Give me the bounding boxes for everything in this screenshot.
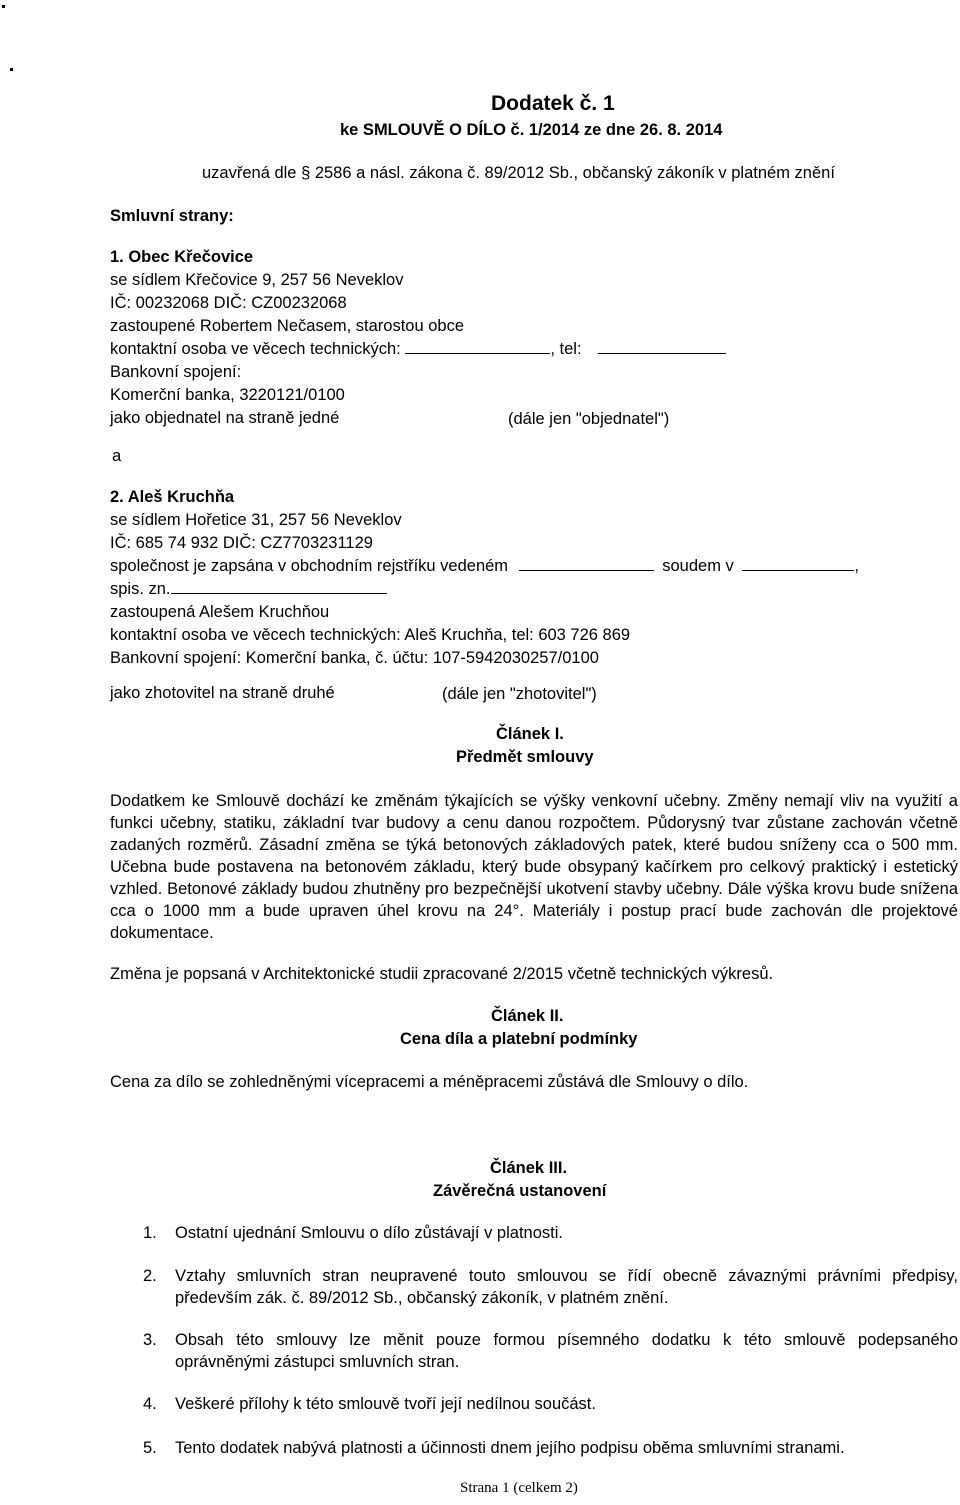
conjunction: a (112, 447, 122, 465)
registry-blank (519, 556, 654, 571)
file-no-label: spis. zn. (110, 580, 171, 598)
party-1-contact (110, 339, 726, 359)
article-2-paragraph: Cena za dílo se zohledněnými vícepracemi a méněpracemi zůstává dle Smlouvy o dílo. (110, 1073, 749, 1091)
list-item-text: Tento dodatek nabývá platnosti a účinnosti dnem jejího podpisu oběma smluvními stranami. (175, 1439, 845, 1457)
party-2-bank: Bankovní spojení: Komerční banka, č. účtu: 107-5942030257/0100 (110, 649, 599, 667)
registry-end: , (854, 557, 859, 575)
party-1-represented: zastoupené Robertem Nečasem, starostou obce (110, 317, 465, 335)
party-1-bank-label: Bankovní spojení: (110, 363, 242, 381)
party-2-address: se sídlem Hořetice 31, 257 56 Neveklov (110, 511, 402, 529)
legal-basis: uzavřená dle § 2586 a násl. zákona č. 89/2012 Sb., občanský zákoník v platném znění (202, 164, 835, 182)
party-1-contact-label: kontaktní osoba ve věcech technických: (110, 340, 401, 358)
list-item-text: Ostatní ujednání Smlouvu o dílo zůstávají v platnosti. (175, 1224, 563, 1242)
list-item-number: 5. (143, 1439, 157, 1457)
file-no-blank (171, 579, 387, 594)
list-item-text: Veškeré přílohy k této smlouvě tvoří její nedílnou součást. (175, 1395, 596, 1413)
page-number: Strana 1 (celkem 2) (460, 1480, 578, 1496)
party-2-registry (110, 556, 859, 576)
article-1-title: Předmět smlouvy (456, 748, 594, 766)
article-2-title: Cena díla a platební podmínky (400, 1030, 638, 1048)
list-item-number: 2. (143, 1267, 157, 1285)
party-1-ids: IČ: 00232068 DIČ: CZ00232068 (110, 294, 347, 312)
phone-blank (598, 339, 726, 354)
party-2-role: jako zhotovitel na straně druhé (110, 684, 335, 702)
party-1-bank: Komerční banka, 3220121/0100 (110, 386, 345, 404)
party-1-role: jako objednatel na straně jedné (110, 409, 340, 427)
party-2-alias: (dále jen "zhotovitel") (442, 685, 597, 703)
registry-court-label: soudem v (662, 557, 734, 575)
contact-person-blank (405, 339, 550, 354)
party-2-file-no (110, 579, 387, 599)
registry-text: společnost je zapsána v obchodním rejstříku vedeném (110, 557, 509, 575)
list-item-number: 1. (143, 1224, 157, 1242)
scan-speck (2, 5, 5, 8)
party-2-ids: IČ: 685 74 932 DIČ: CZ7703231129 (110, 534, 373, 552)
scan-speck (10, 68, 13, 71)
party-1-name: 1. Obec Křečovice (110, 248, 254, 266)
party-2-contact: kontaktní osoba ve věcech technických: Aleš Kruchňa, tel: 603 726 869 (110, 626, 631, 644)
document-title: Dodatek č. 1 (491, 92, 615, 115)
party-1-alias: (dále jen "objednatel") (508, 410, 670, 428)
list-item-number: 3. (143, 1331, 157, 1349)
party-1-tel-label: , tel: (550, 340, 582, 358)
article-1-number: Článek I. (496, 725, 564, 743)
court-city-blank (742, 556, 854, 571)
document-subtitle: ke SMLOUVĚ O DÍLO č. 1/2014 ze dne 26. 8. 2014 (340, 121, 723, 139)
party-1-address: se sídlem Křečovice 9, 257 56 Neveklov (110, 271, 404, 289)
party-2-name: 2. Aleš Kruchňa (110, 488, 235, 506)
article-2-number: Článek II. (491, 1007, 564, 1025)
article-3-number: Článek III. (490, 1159, 568, 1177)
list-item-number: 4. (143, 1395, 157, 1413)
party-2-represented: zastoupená Alešem Kruchňou (110, 603, 330, 621)
article-3-title: Závěrečná ustanovení (433, 1182, 607, 1200)
article-1-paragraph: Dodatkem ke Smlouvě dochází ke změnám týkajících se výšky venkovní učebny. Změny nemají vliv na využití a funkci učebny, statiku, základní tvar budovy a cenu danou rozpočtem. Půdorysný tvar zůstane zachován včetně zadaných rozměrů. Zásadní změna se týká betonových základových patek, které budou sníženy cca o 500 mm. Učebna bude postavena na betonovém základu, který bude obsypaný kačírkem pro celkový praktický i estetický vzhled. Betonové základy budou zhutněny pro bezpečnější ukotvení stavby učebny. Dále výška krovu bude snížena cca o 1000 mm a bude upraven úhel krovu na 24°. Materiály i postup prací bude zachován dle projektové dokumentace. (110, 792, 958, 942)
parties-heading: Smluvní strany: (110, 207, 234, 225)
list-item-text: Vztahy smluvních stran neupravené touto smlouvou se řídí obecně závaznými právními předpisy, především zák. č. 89/2012 Sb., občanský zákoník, v platném znění. (175, 1267, 958, 1307)
article-1-paragraph-2: Změna je popsaná v Architektonické studii zpracované 2/2015 včetně technických výkresů. (110, 965, 774, 983)
list-item-text: Obsah této smlouvy lze měnit pouze formou písemného dodatku k této smlouvě podepsaného oprávněnými zástupci smluvních stran. (175, 1331, 958, 1371)
